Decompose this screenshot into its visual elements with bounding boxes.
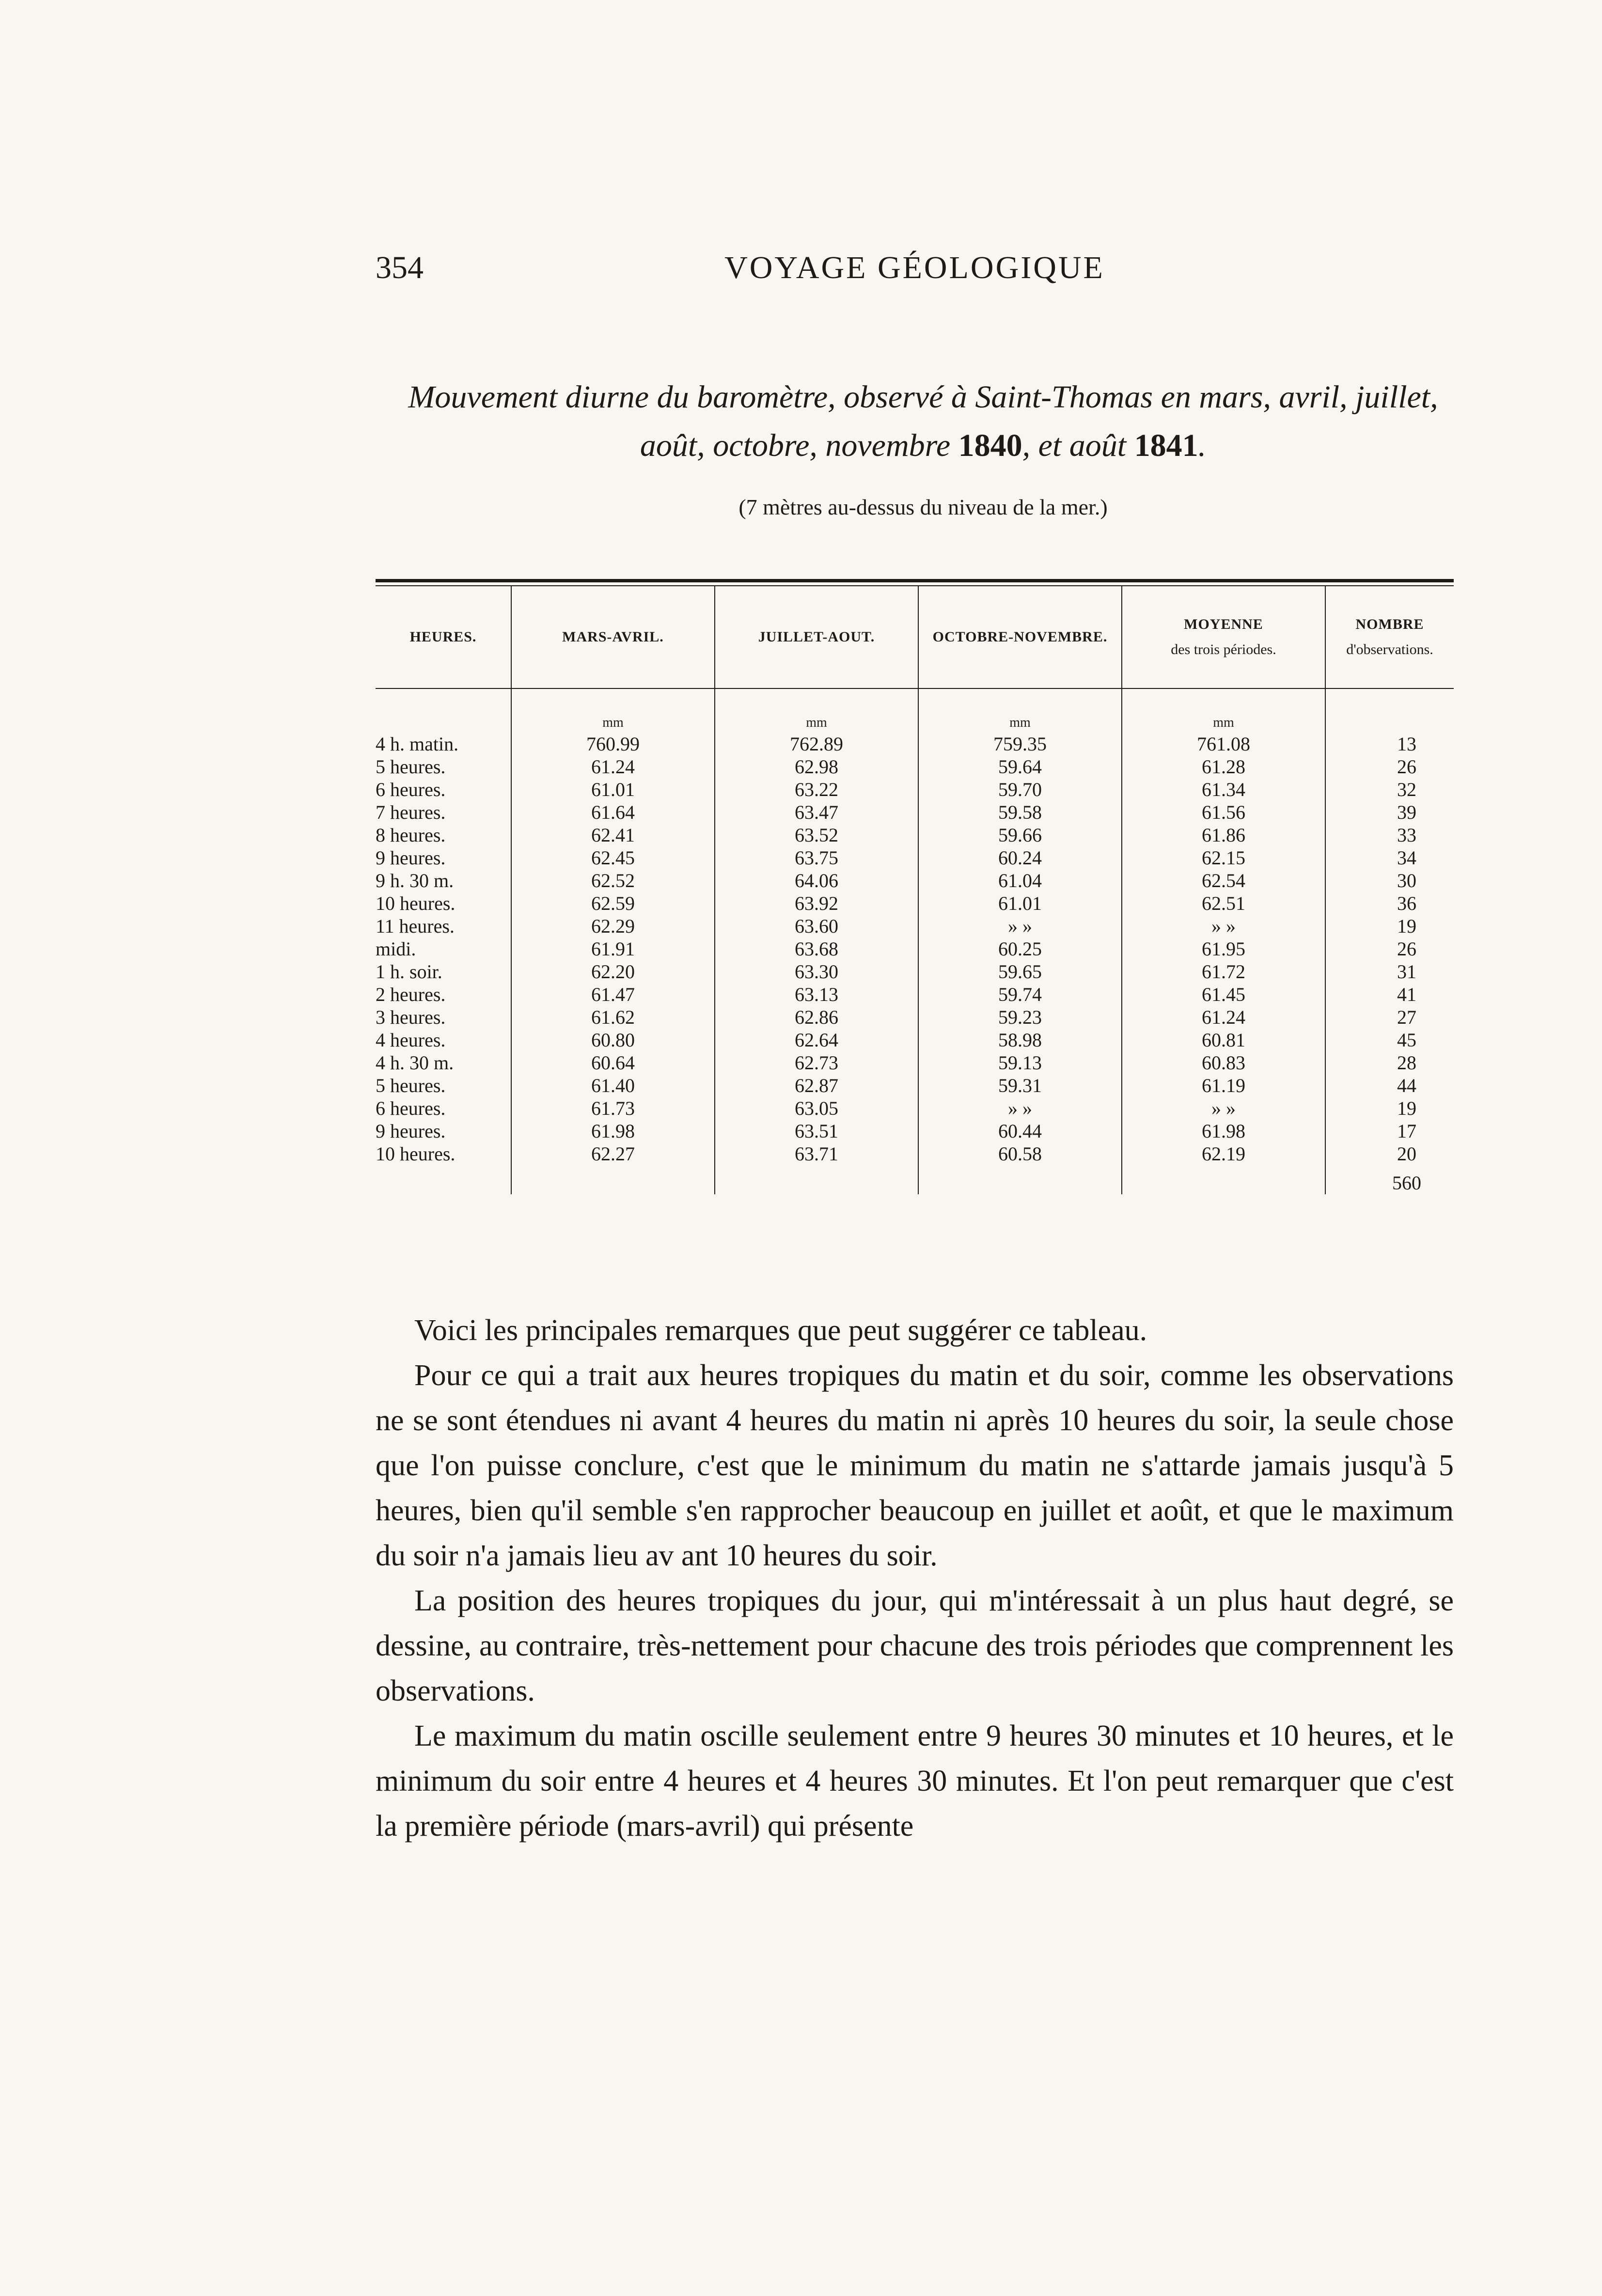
moyenne-cell: 61.95 [1122,937,1325,960]
moyenne-cell: 61.28 [1122,755,1325,778]
total-cell-empty [376,1165,511,1194]
running-title: VOYAGE GÉOLOGIQUE [724,250,1105,285]
moyenne-cell: 61.86 [1122,824,1325,846]
mars-avril-cell: 62.41 [511,824,715,846]
table-row [376,755,1454,778]
hour-cell: 9 h. 30 m. [376,870,454,891]
table-row [376,1074,1454,1097]
total-cell-empty [1122,1165,1325,1194]
body-text [376,1308,1454,1849]
table-row [376,983,1454,1006]
hour-cell: 10 heures. [376,1143,455,1165]
observations-count-cell: 19 [1325,915,1454,937]
octobre-novembre-cell: 59.64 [918,755,1122,778]
octobre-novembre-cell: 60.25 [918,937,1122,960]
hour-cell: 9 heures. [376,847,446,869]
caption-end: . [1198,428,1207,463]
observations-count-cell: 17 [1325,1120,1454,1142]
units-row [376,688,1454,733]
total-cell-empty [511,1165,715,1194]
moyenne-cell: » » [1122,1097,1325,1120]
juillet-aout-cell: 63.75 [715,846,918,869]
table-row [376,846,1454,869]
table-row [376,801,1454,824]
mars-avril-cell: 61.64 [511,801,715,824]
octobre-novembre-cell: 60.24 [918,846,1122,869]
table-row [376,1097,1454,1120]
mars-avril-cell: 61.40 [511,1074,715,1097]
table-row [376,892,1454,915]
table-row [376,778,1454,801]
table-row [376,1120,1454,1142]
nombre-label: NOMBRE [1355,616,1424,632]
col-header-nombre [1325,586,1454,688]
hour-cell: 8 heures. [376,824,446,846]
hour-cell: 4 h. 30 m. [376,1052,454,1074]
table-caption [397,373,1449,470]
caption-year-2: 1841 [1134,428,1198,463]
page-number: 354 [376,250,424,285]
octobre-novembre-cell: 59.66 [918,824,1122,846]
table-row [376,824,1454,846]
mars-avril-cell: 62.52 [511,869,715,892]
hour-cell: 5 heures. [376,1075,446,1096]
octobre-novembre-cell: 61.01 [918,892,1122,915]
juillet-aout-cell: 63.13 [715,983,918,1006]
caption-year: 1840 [958,428,1022,463]
observations-count-cell: 28 [1325,1051,1454,1074]
observations-count-cell: 36 [1325,892,1454,915]
octobre-novembre-cell: 59.74 [918,983,1122,1006]
page-header [376,250,1454,293]
juillet-aout-cell: 63.52 [715,824,918,846]
juillet-aout-cell: 62.98 [715,755,918,778]
hour-cell: 2 heures. [376,984,446,1005]
observations-count-cell: 32 [1325,778,1454,801]
octobre-novembre-cell: » » [918,1097,1122,1120]
juillet-aout-cell: 63.47 [715,801,918,824]
moyenne-cell: 761.08 [1122,733,1325,755]
hour-cell: 3 heures. [376,1006,446,1028]
unit-label: mm [1122,688,1325,733]
observations-count-cell: 20 [1325,1142,1454,1165]
juillet-aout-cell: 62.87 [715,1074,918,1097]
hour-cell: 6 heures. [376,779,446,800]
juillet-aout-cell: 62.64 [715,1029,918,1051]
hour-cell: 1 h. soir. [376,961,442,983]
juillet-aout-cell: 63.51 [715,1120,918,1142]
caption-text-2: , et août [1022,428,1134,463]
observations-count-cell: 45 [1325,1029,1454,1051]
paragraph: Le maximum du matin oscille seulement entre 9 heures 30 minutes et 10 heures, et le minimum du soir entre 4 heures et 4 heures 30 minutes. Et l'on peut remarquer que c'est la première période (mars-avril) qui présente [376,1719,1454,1843]
observations-count-cell: 26 [1325,755,1454,778]
mars-avril-cell: 62.29 [511,915,715,937]
moyenne-cell: 60.81 [1122,1029,1325,1051]
table-row [376,869,1454,892]
observations-count-cell: 13 [1325,733,1454,755]
juillet-aout-cell: 63.05 [715,1097,918,1120]
hour-cell: 4 h. matin. [376,733,459,755]
header-row [376,586,1454,688]
mars-avril-cell: 62.59 [511,892,715,915]
octobre-novembre-cell: 59.70 [918,778,1122,801]
octobre-novembre-cell: 60.58 [918,1142,1122,1165]
barometer-table [376,579,1454,1194]
col-header-moyenne [1122,586,1325,688]
moyenne-cell: 61.45 [1122,983,1325,1006]
juillet-aout-cell: 63.92 [715,892,918,915]
col-header-mars-avril: MARS-AVRIL. [511,586,715,688]
col-header-octobre-novembre: OCTOBRE-NOVEMBRE. [918,586,1122,688]
units-cell-empty [376,688,511,733]
moyenne-cell: 61.24 [1122,1006,1325,1029]
nombre-sublabel: d'observations. [1346,641,1433,657]
hour-cell: 6 heures. [376,1097,446,1119]
col-header-juillet-aout: JUILLET-AOUT. [715,586,918,688]
hour-cell: 7 heures. [376,801,446,823]
mars-avril-cell: 61.01 [511,778,715,801]
juillet-aout-cell: 63.68 [715,937,918,960]
moyenne-cell: 61.72 [1122,960,1325,983]
mars-avril-cell: 60.80 [511,1029,715,1051]
hour-cell: 5 heures. [376,756,446,778]
moyenne-cell: 61.19 [1122,1074,1325,1097]
moyenne-label: MOYENNE [1184,616,1263,632]
moyenne-cell: » » [1122,915,1325,937]
mars-avril-cell: 62.27 [511,1142,715,1165]
octobre-novembre-cell: » » [918,915,1122,937]
table-row [376,733,1454,755]
col-header-heures: HEURES. [376,586,511,688]
octobre-novembre-cell: 59.23 [918,1006,1122,1029]
hour-cell: 4 heures. [376,1029,446,1051]
mars-avril-cell: 61.73 [511,1097,715,1120]
hour-cell: 9 heures. [376,1120,446,1142]
caption-text: Mouvement diurne du baromètre, observé à Saint-Thomas en mars, avril, juillet, août, octobre, novembre [408,379,1438,463]
juillet-aout-cell: 63.60 [715,915,918,937]
mars-avril-cell: 61.24 [511,755,715,778]
octobre-novembre-cell: 59.65 [918,960,1122,983]
juillet-aout-cell: 63.71 [715,1142,918,1165]
octobre-novembre-cell: 59.13 [918,1051,1122,1074]
juillet-aout-cell: 63.30 [715,960,918,983]
total-row [376,1165,1454,1194]
mars-avril-cell: 760.99 [511,733,715,755]
paragraph: Pour ce qui a trait aux heures tropiques du matin et du soir, comme les observations ne se sont étendues ni avant 4 heures du matin ni après 10 heures du soir, la seule chose que l'on puisse conclure, c'est que le minimum du matin ne s'attarde jamais jusqu'à 5 heures, bien qu'il semble s'en rapprocher beaucoup en juillet et août, et que le maximum du soir n'a jamais lieu av ant 10 heures du soir. [376,1359,1454,1572]
moyenne-cell: 62.51 [1122,892,1325,915]
juillet-aout-cell: 762.89 [715,733,918,755]
octobre-novembre-cell: 59.58 [918,801,1122,824]
table-row [376,1029,1454,1051]
octobre-novembre-cell: 61.04 [918,869,1122,892]
total-cell-empty [918,1165,1122,1194]
octobre-novembre-cell: 59.31 [918,1074,1122,1097]
table-body [376,688,1454,1165]
moyenne-cell: 62.19 [1122,1142,1325,1165]
mars-avril-cell: 62.20 [511,960,715,983]
juillet-aout-cell: 62.73 [715,1051,918,1074]
mars-avril-cell: 61.47 [511,983,715,1006]
paragraph: Voici les principales remarques que peut suggérer ce tableau. [414,1314,1147,1347]
total-cell-empty [715,1165,918,1194]
juillet-aout-cell: 63.22 [715,778,918,801]
juillet-aout-cell: 62.86 [715,1006,918,1029]
moyenne-cell: 60.83 [1122,1051,1325,1074]
hour-cell: midi. [376,938,416,960]
observations-count-cell: 44 [1325,1074,1454,1097]
mars-avril-cell: 61.98 [511,1120,715,1142]
units-cell-empty [1325,688,1454,733]
table-top-rule [376,579,1454,586]
observations-count-cell: 26 [1325,937,1454,960]
hour-cell: 11 heures. [376,915,455,937]
total-observations: 560 [1325,1165,1454,1194]
table-row [376,1006,1454,1029]
moyenne-cell: 61.34 [1122,778,1325,801]
observations-count-cell: 39 [1325,801,1454,824]
mars-avril-cell: 62.45 [511,846,715,869]
mars-avril-cell: 61.91 [511,937,715,960]
juillet-aout-cell: 64.06 [715,869,918,892]
data-table [376,586,1454,1194]
moyenne-cell: 62.15 [1122,846,1325,869]
table-row [376,960,1454,983]
moyenne-cell: 62.54 [1122,869,1325,892]
unit-label: mm [918,688,1122,733]
table-row [376,1051,1454,1074]
observations-count-cell: 34 [1325,846,1454,869]
observations-count-cell: 19 [1325,1097,1454,1120]
moyenne-cell: 61.56 [1122,801,1325,824]
moyenne-cell: 61.98 [1122,1120,1325,1142]
paragraph: La position des heures tropiques du jour, qui m'intéressait à un plus haut degré, se dessine, au contraire, très-nettement pour chacune des trois périodes que comprennent les observations. [376,1584,1454,1707]
unit-label: mm [511,688,715,733]
observations-count-cell: 41 [1325,983,1454,1006]
mars-avril-cell: 61.62 [511,1006,715,1029]
unit-label: mm [715,688,918,733]
octobre-novembre-cell: 58.98 [918,1029,1122,1051]
observations-count-cell: 27 [1325,1006,1454,1029]
mars-avril-cell: 60.64 [511,1051,715,1074]
hour-cell: 10 heures. [376,892,455,914]
octobre-novembre-cell: 759.35 [918,733,1122,755]
table-row [376,915,1454,937]
moyenne-sublabel: des trois périodes. [1171,641,1276,657]
table-row [376,1142,1454,1165]
octobre-novembre-cell: 60.44 [918,1120,1122,1142]
observations-count-cell: 30 [1325,869,1454,892]
altitude-note: (7 mètres au-dessus du niveau de la mer.) [738,495,1108,519]
table-row [376,937,1454,960]
observations-count-cell: 31 [1325,960,1454,983]
observations-count-cell: 33 [1325,824,1454,846]
